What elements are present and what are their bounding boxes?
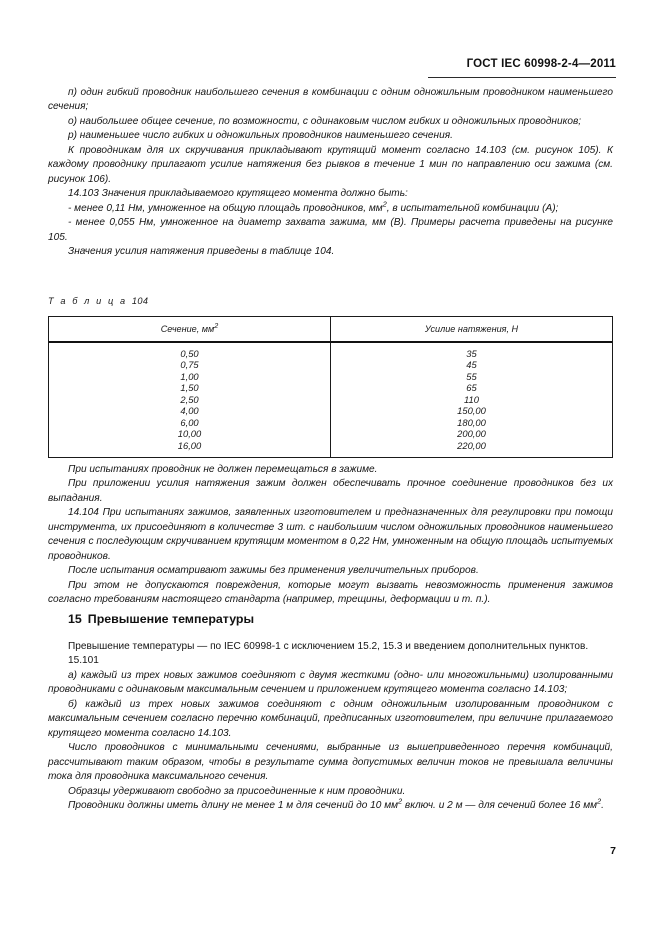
section-value: 10,00 (177, 428, 202, 440)
paragraph-inspection: После испытания осматривают зажимы без применения увеличительных приборов. (68, 565, 479, 577)
paragraph-conductor-length (48, 796, 613, 813)
table-header-row (49, 317, 612, 342)
force-value: 150,00 (457, 405, 486, 417)
column-header-force: Усилие натяжения, Н (331, 317, 613, 342)
force-value: 55 (466, 370, 477, 382)
conductor-length-part2: включ. и 2 м — для сечений более 16 мм (402, 799, 598, 811)
column-header-section-text: Сечение, мм (160, 324, 215, 334)
clause-14-104: 14.104 При испытаниях зажимов, заявленных изготовителем и предназначенных для регулировки при помощи инструмента, их присоединяют в количестве 3 шт. с наибольшим числом одножильных проводников наименьшего сечения с последующим скручиванием крутящим моментом в 0,22 Нм, умноженным на общую площадь испытуемых проводников. (48, 507, 613, 562)
section-value: 16,00 (177, 439, 202, 451)
paragraph-samples-held-free: Образцы удерживают свободно за присоединенные к ним проводники. (68, 785, 406, 797)
dashed-item-a-tail: , в испытательной комбинации (А); (386, 202, 559, 214)
force-value: 180,00 (457, 416, 486, 428)
clause-14-103-intro: 14.103 Значения прикладываемого крутящего момента должно быть: (68, 188, 408, 200)
page-number: 7 (610, 845, 616, 857)
section-value: 6,00 (180, 416, 199, 428)
cell-section-column (49, 342, 331, 457)
list-item-r: р) наименьшее число гибких и одножильных проводников наименьшего сечения. (68, 130, 453, 142)
table-row (49, 342, 612, 457)
conductor-length-superscript-2: 2 (597, 796, 602, 806)
content-block-after-table (48, 463, 613, 608)
content-block-section-15 (48, 640, 613, 813)
paragraph-min-section-count: Число проводников с минимальными сечениями, выбранные из вышеприведенного перечня комбинаций, рассчитывают таким образом, чтобы в результате сумма допустимых величин токов не превышала величины тока для проводника максимального сечения. (48, 742, 613, 783)
list-item-p: п) один гибкий проводник наибольшего сечения в комбинации с одним одножильным проводником наименьшего сечения; (48, 87, 613, 113)
paragraph-conductor-no-move: При испытаниях проводник не должен перемещаться в зажиме. (68, 464, 378, 475)
force-value: 200,00 (457, 428, 486, 440)
force-value: 220,00 (457, 439, 486, 451)
force-value: 45 (466, 359, 477, 371)
section-value: 2,50 (180, 393, 199, 405)
force-value: 65 (466, 382, 477, 394)
page-header (48, 58, 616, 78)
table-caption (48, 296, 148, 306)
paragraph-temperature-rise-scope: Превышение температуры — по IEC 60998-1 с исключением 15.2, 15.3 и введением дополнительных пунктов. (68, 641, 589, 652)
section-title: Превышение температуры (87, 612, 255, 626)
force-value: 110 (464, 393, 479, 405)
clause-15-101-item-b: б) каждый из трех новых зажимов соединяют с одним одножильным изолированным проводником с максимальным сечением согласно перечню комбинаций, предписанных изготовителем, при величине прилагаемого крутящего момента согласно 14.103. (48, 698, 613, 739)
clause-15-101-item-a: а) каждый из трех новых зажимов соединяют с двумя жесткими (одно- или многожильными) изолированными проводниками с одинаковым максимальным сечением и приложением крутящего момента согласно 14.103; (48, 669, 613, 696)
table-104 (48, 316, 613, 458)
header-divider-rule (428, 77, 616, 78)
cell-force-column (331, 342, 613, 457)
dashed-item-a-superscript: 2 (382, 199, 387, 209)
conductor-length-superscript-1: 2 (398, 796, 403, 806)
clause-15-101-label: 15.101 (68, 655, 99, 667)
section-value: 4,00 (180, 405, 199, 417)
dashed-item-a (48, 199, 613, 216)
force-values-list (331, 343, 612, 457)
standard-designation: ГОСТ IEC 60998-2-4—2011 (466, 58, 616, 70)
table-caption-label: Т а б л и ц а (48, 296, 128, 306)
column-header-section (49, 317, 331, 342)
dashed-item-b: - менее 0,055 Нм, умноженное на диаметр захвата зажима, мм (В). Примеры расчета приведены на рисунке 105. (48, 217, 613, 243)
column-header-section-superscript: 2 (214, 320, 219, 330)
dashed-item-a-text: - менее 0,11 Нм, умноженное на общую площадь проводников, мм (68, 202, 383, 214)
conductor-length-part1: Проводники должны иметь длину не менее 1 м для сечений до 10 мм (68, 799, 399, 811)
section-heading-15 (68, 612, 254, 626)
list-item-o: о) наибольшее общее сечение, по возможности, с одинаковым числом гибких и одножильных проводников; (68, 115, 582, 127)
paragraph-torque-application: К проводникам для их скручивания прикладывают крутящий момент согласно 14.103 (см. рисунок 105). К каждому проводнику прилагают усилие натяжения без рывков в течение 1 мин по направлению оси зажима (см. рисунок 106). (48, 144, 613, 185)
section-number: 15 (68, 612, 82, 626)
table-caption-number: 104 (131, 296, 149, 306)
content-block-upper (48, 86, 613, 259)
paragraph-no-damage: При этом не допускаются повреждения, которые могут вызвать невозможность применения зажимов согласно требованиям настоящего стандарта (например, трещины, деформации и т. п.). (48, 579, 613, 606)
section-value: 1,00 (180, 370, 199, 382)
section-value: 0,75 (180, 359, 199, 371)
force-value: 35 (466, 348, 477, 359)
table-reference-paragraph: Значения усилия натяжения приведены в таблице 104. (68, 245, 335, 257)
section-values-list (49, 343, 330, 457)
section-value: 0,50 (180, 348, 199, 359)
paragraph-tension-force: При приложении усилия натяжения зажим должен обеспечивать прочное соединение проводников без их выпадания. (48, 478, 613, 504)
conductor-length-part3: . (601, 799, 604, 811)
section-value: 1,50 (180, 382, 199, 394)
